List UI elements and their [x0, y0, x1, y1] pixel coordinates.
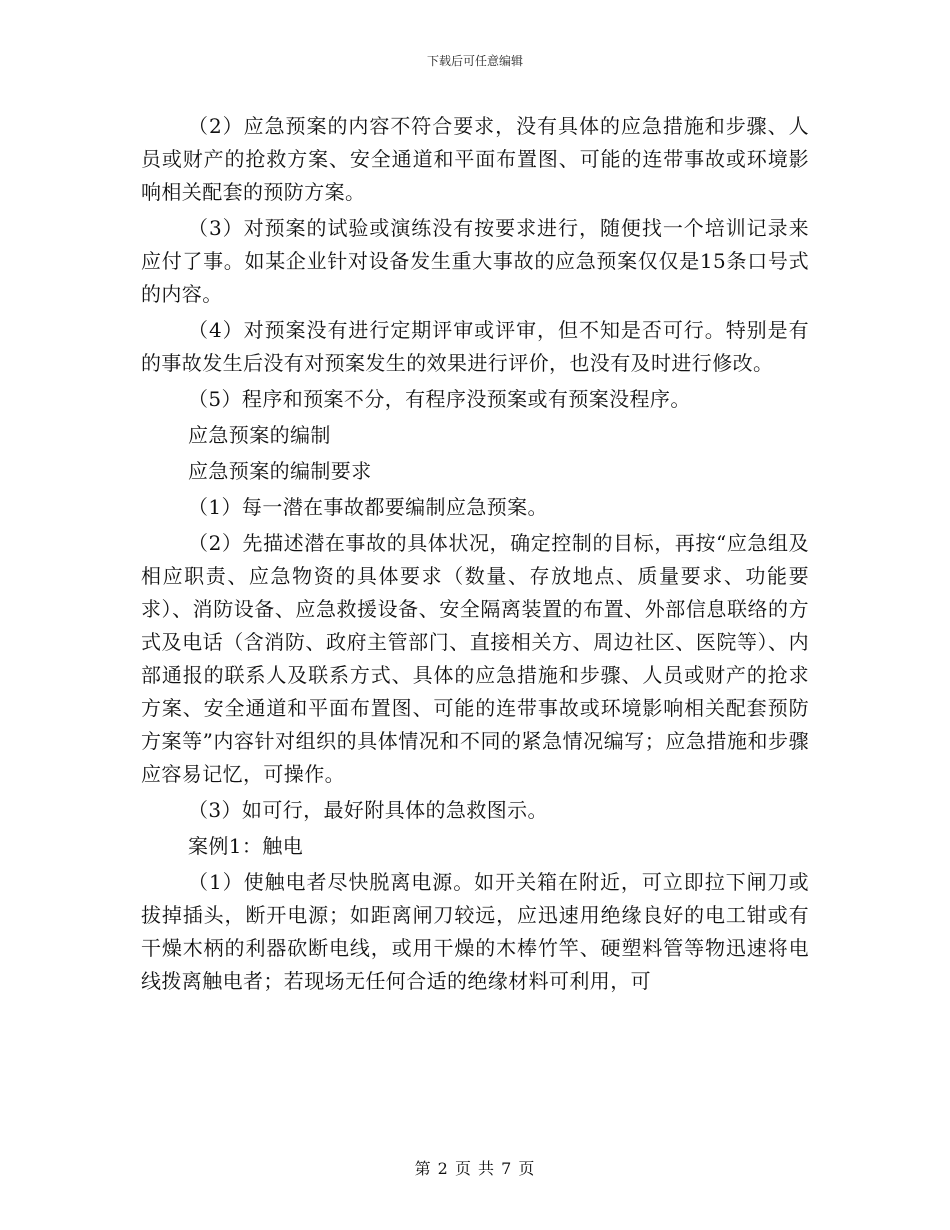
paragraph-issue-4: （4）对预案没有进行定期评审或评审，但不知是否可行。特别是有的事故发生后没有对预案发生的效果进行评价，也没有及时进行修改。 — [141, 318, 809, 375]
paragraph-case-step-1: （1）使触电者尽快脱离电源。如开关箱在附近，可立即拉下闸刀或拔掉插头，断开电源；如距离闸刀较远，应迅速用绝缘良好的电工钳或有干燥木柄的利器砍断电线，或用干燥的木棒竹竿、硬塑料管等物迅速将电线拨离触电者；若现场无任何合适的绝缘材料可利用，可 — [141, 870, 809, 993]
case-heading: 案例1：触电 — [188, 834, 304, 858]
page-header: 下载后可任意编辑 — [426, 54, 523, 68]
page-number: 第 2 页 共 7 页 — [414, 1159, 536, 1178]
paragraph-issue-3: （3）对预案的试验或演练没有按要求进行，随便找一个培训记录来应付了事。如某企业针对设备发生重大事故的应急预案仅仅是15条口号式的内容。 — [141, 216, 809, 306]
section-heading: 应急预案的编制 — [188, 423, 331, 447]
paragraph-requirement-3: （3）如可行，最好附具体的急救图示。 — [188, 798, 548, 822]
paragraph-issue-5: （5）程序和预案不分，有程序没预案或有预案没程序。 — [188, 387, 691, 411]
paragraph-issue-2: （2）应急预案的内容不符合要求，没有具体的应急措施和步骤、人员或财产的抢救方案、安全通道和平面布置图、可能的连带事故或环境影响相关配套的预防方案。 — [141, 114, 809, 204]
document-body — [141, 110, 809, 1001]
subsection-heading: 应急预案的编制要求 — [188, 459, 372, 483]
paragraph-requirement-2: （2）先描述潜在事故的具体状况，确定控制的目标，再按“应急组及相应职责、应急物资的具体要求（数量、存放地点、质量要求、功能要求）、消防设备、应急救援设备、安全隔离装置的布置、外部信息联络的方式及电话（含消防、政府主管部门、直接相关方、周边社区、医院等）、内部通报的联系人及联系方式、具体的应急措施和步骤、人员或财产的抢求方案、安全通道和平面布置图、可能的连带事故或环境影响相关配套预防方案等”内容针对组织的具体情况和不同的紧急情况编写；应急措施和步骤应容易记忆，可操作。 — [141, 531, 809, 786]
paragraph-requirement-1: （1）每一潜在事故都要编制应急预案。 — [188, 495, 548, 519]
